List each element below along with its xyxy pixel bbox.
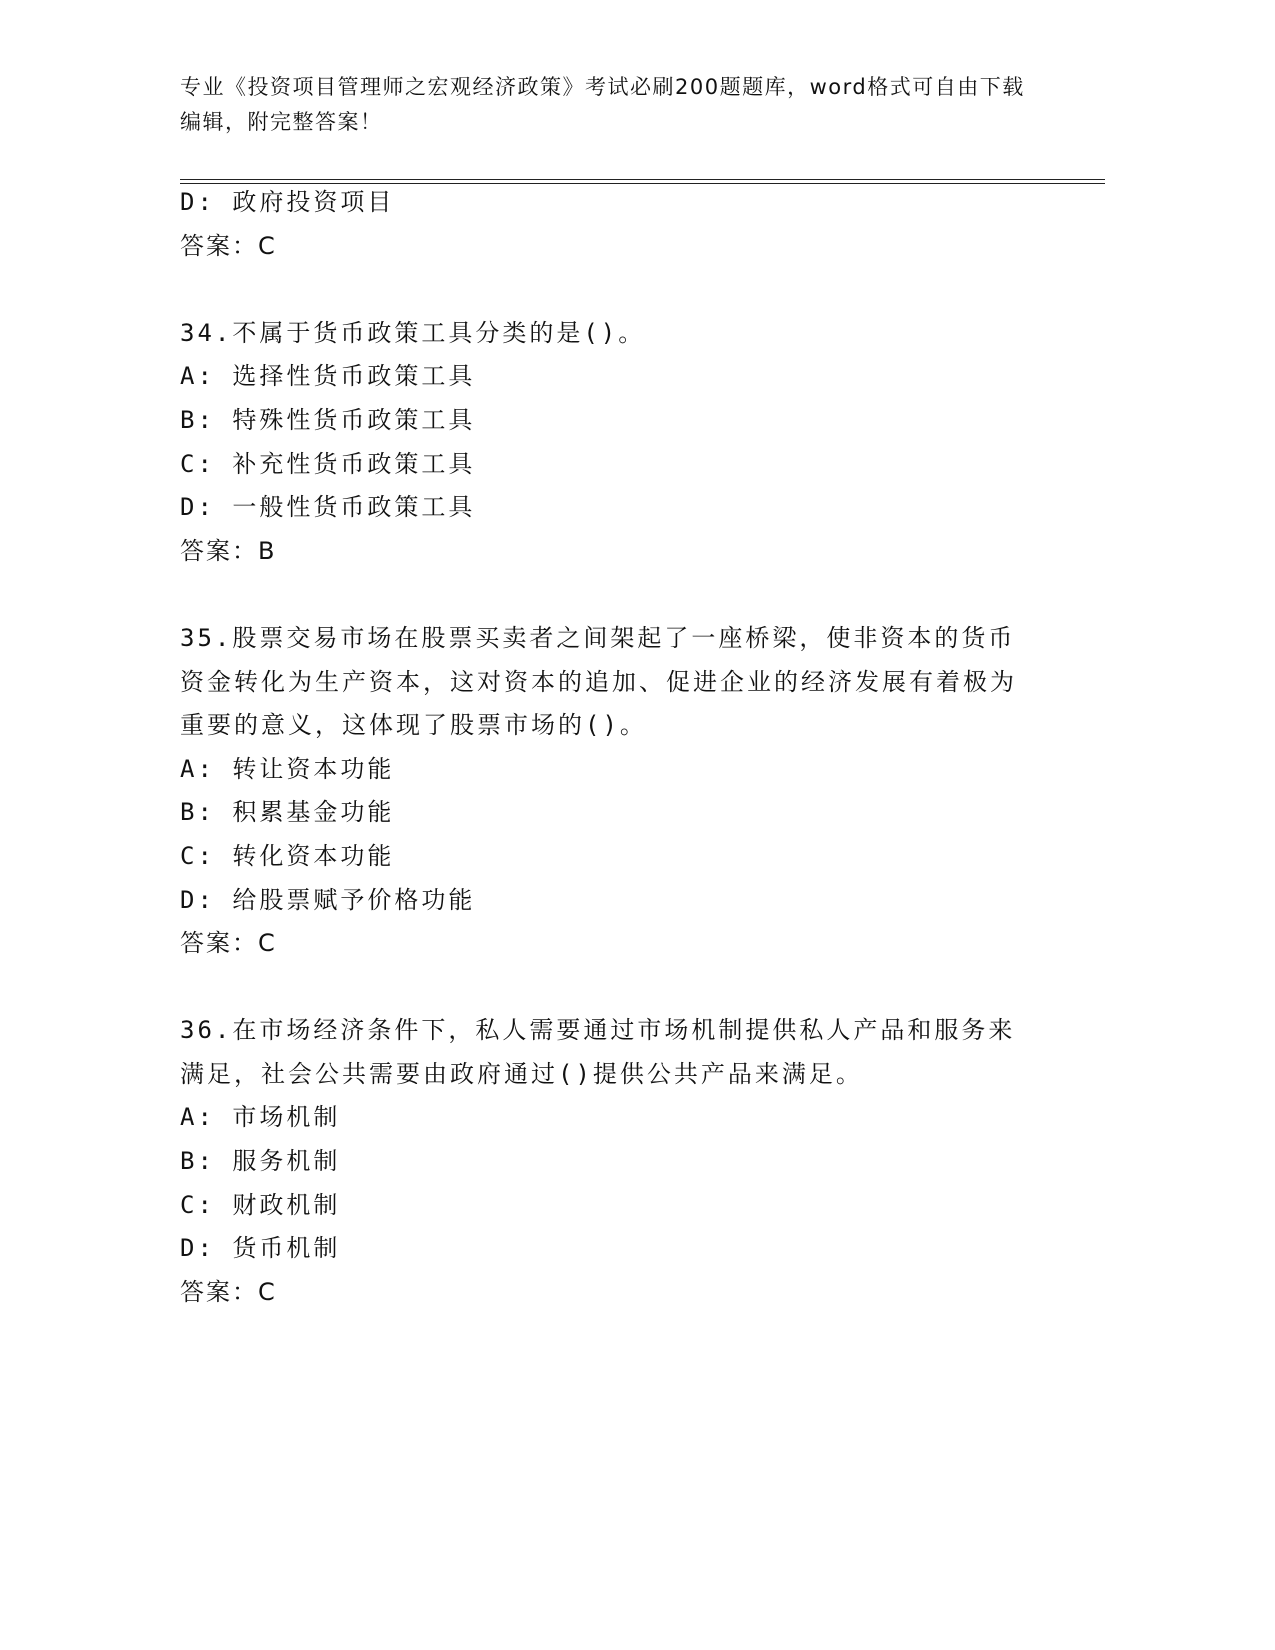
- page-header: 专业《投资项目管理师之宏观经济政策》考试必刷200题题库，word格式可自由下载编辑，附完整答案！: [180, 75, 1025, 134]
- answer: 答案：C: [180, 1277, 277, 1306]
- answer: 答案：C: [180, 929, 277, 958]
- option-d: D: 政府投资项目: [180, 188, 395, 216]
- spacer: [180, 573, 1040, 617]
- answer: 答案：B: [180, 536, 277, 565]
- option-d: D: 货币机制: [180, 1234, 341, 1263]
- option-d: D: 一般性货币政策工具: [180, 493, 476, 522]
- option-c: C: 财政机制: [180, 1190, 341, 1219]
- option-a: A: 选择性货币政策工具: [180, 362, 476, 391]
- option-c: C: 转化资本功能: [180, 841, 395, 870]
- answer: 答案：C: [180, 231, 277, 260]
- question-list: [180, 181, 1040, 1314]
- question-stem: 34.不属于货币政策工具分类的是()。: [180, 318, 646, 347]
- option-c: C: 补充性货币政策工具: [180, 449, 476, 478]
- option-b: B: 服务机制: [180, 1147, 341, 1176]
- option-a: A: 转让资本功能: [180, 754, 395, 783]
- spacer: [180, 966, 1040, 1010]
- question-stem: 35.股票交易市场在股票买卖者之间架起了一座桥梁，使非资本的货币资金转化为生产资本，这对资本的追加、促进企业的经济发展有着极为重要的意义，这体现了股票市场的()。: [180, 623, 1017, 740]
- question-36: [180, 1009, 1040, 1314]
- spacer: [180, 268, 1040, 312]
- option-b: B: 积累基金功能: [180, 798, 395, 827]
- question-stem: 36.在市场经济条件下，私人需要通过市场机制提供私人产品和服务来满足，社会公共需要由政府通过()提供公共产品来满足。: [180, 1016, 1016, 1088]
- question-34: [180, 312, 1040, 574]
- question-35: [180, 617, 1040, 966]
- option-a: A: 市场机制: [180, 1103, 341, 1132]
- option-b: B: 特殊性货币政策工具: [180, 405, 476, 434]
- option-d: D: 给股票赋予价格功能: [180, 885, 476, 914]
